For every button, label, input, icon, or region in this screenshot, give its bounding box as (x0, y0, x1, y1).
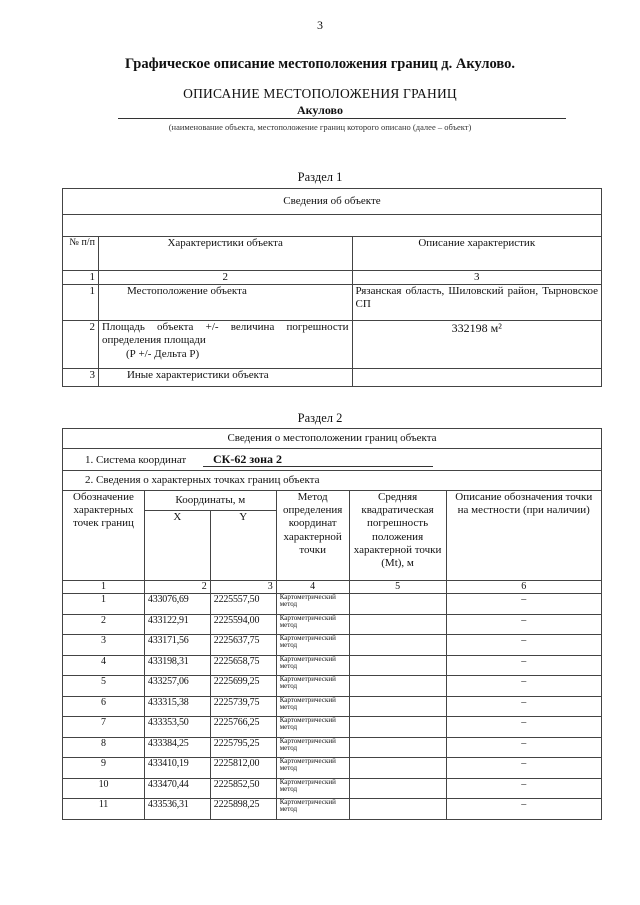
col-point-header: Обозначение характерных точек границ (63, 491, 145, 581)
row-number: 3 (63, 369, 99, 387)
point-method: Картометрический метод (276, 717, 349, 738)
point-x: 433257,06 (144, 676, 210, 697)
point-method: Картометрический метод (276, 635, 349, 656)
points-body (63, 594, 602, 820)
point-y: 2225898,25 (210, 799, 276, 820)
table-row (63, 778, 602, 799)
point-x: 433198,31 (144, 655, 210, 676)
point-y: 2225739,75 (210, 696, 276, 717)
index-cell: 2 (144, 581, 210, 594)
object-name-underline (118, 118, 566, 119)
point-x: 433315,38 (144, 696, 210, 717)
point-accuracy (349, 778, 446, 799)
col-coords-header: Координаты, м (144, 491, 276, 511)
row-description: Рязанская область, Шиловский район, Тырновское СП (352, 285, 601, 321)
point-accuracy (349, 655, 446, 676)
table-row (63, 655, 602, 676)
table-row (63, 799, 602, 820)
table-row (63, 321, 602, 369)
point-y: 2225557,50 (210, 594, 276, 615)
point-method: Картометрический метод (276, 696, 349, 717)
coordinate-system-label: 1. Система координат (85, 453, 187, 466)
index-cell: 2 (98, 271, 352, 285)
point-number: 6 (63, 696, 145, 717)
point-method: Картометрический метод (276, 655, 349, 676)
point-description: – (446, 676, 601, 697)
object-info-table (62, 188, 602, 387)
table-row (63, 758, 602, 779)
index-cell: 6 (446, 581, 601, 594)
section1-heading: Раздел 1 (297, 170, 343, 184)
row-characteristic: Местоположение объекта (98, 285, 352, 321)
row-number: 2 (63, 321, 99, 369)
point-y: 2225812,00 (210, 758, 276, 779)
section2-heading: Раздел 2 (297, 411, 343, 425)
col-x-header: X (144, 511, 210, 581)
section2-table-title: Сведения о местоположении границ объекта (63, 429, 602, 449)
point-method: Картометрический метод (276, 799, 349, 820)
col-y-header: Y (210, 511, 276, 581)
point-number: 1 (63, 594, 145, 615)
point-description: – (446, 594, 601, 615)
table-row (63, 614, 602, 635)
area-formula: (Р +/- Дельта Р) (125, 347, 200, 360)
point-y: 2225594,00 (210, 614, 276, 635)
index-cell: 4 (276, 581, 349, 594)
section1-table-title: Сведения об объекте (63, 189, 602, 215)
object-name-note: (наименование объекта, местоположение границ которого описано (далее – объект) (168, 122, 472, 132)
point-x: 433171,56 (144, 635, 210, 656)
point-number: 2 (63, 614, 145, 635)
point-accuracy (349, 737, 446, 758)
point-number: 5 (63, 676, 145, 697)
point-method: Картометрический метод (276, 676, 349, 697)
col-desc-header: Описание характеристик (352, 237, 601, 271)
object-name: Акулово (297, 103, 343, 117)
point-description: – (446, 655, 601, 676)
point-description: – (446, 635, 601, 656)
point-accuracy (349, 717, 446, 738)
point-y: 2225658,75 (210, 655, 276, 676)
point-x: 433353,50 (144, 717, 210, 738)
point-y: 2225637,75 (210, 635, 276, 656)
point-y: 2225699,25 (210, 676, 276, 697)
table-row (63, 737, 602, 758)
point-number: 3 (63, 635, 145, 656)
point-number: 8 (63, 737, 145, 758)
index-row (63, 581, 602, 594)
point-accuracy (349, 799, 446, 820)
row-characteristic (98, 321, 352, 369)
point-x: 433384,25 (144, 737, 210, 758)
point-x: 433536,31 (144, 799, 210, 820)
point-number: 7 (63, 717, 145, 738)
point-accuracy (349, 614, 446, 635)
point-accuracy (349, 635, 446, 656)
point-y: 2225795,25 (210, 737, 276, 758)
point-description: – (446, 614, 601, 635)
point-y: 2225852,50 (210, 778, 276, 799)
points-label-row: 2. Сведения о характерных точках границ объекта (63, 471, 602, 491)
point-accuracy (349, 676, 446, 697)
point-accuracy (349, 758, 446, 779)
point-description: – (446, 696, 601, 717)
col-method-header: Метод определения координат характерной точки (276, 491, 349, 581)
table-row (63, 717, 602, 738)
point-number: 11 (63, 799, 145, 820)
point-number: 9 (63, 758, 145, 779)
point-accuracy (349, 696, 446, 717)
point-number: 4 (63, 655, 145, 676)
point-x: 433076,69 (144, 594, 210, 615)
point-method: Картометрический метод (276, 614, 349, 635)
point-method: Картометрический метод (276, 758, 349, 779)
point-x: 433470,44 (144, 778, 210, 799)
point-accuracy (349, 594, 446, 615)
page-number: 3 (317, 18, 323, 32)
row-number: 1 (63, 285, 99, 321)
table-row (63, 696, 602, 717)
point-description: – (446, 778, 601, 799)
table-row (63, 635, 602, 656)
coordinate-system-row (63, 449, 602, 471)
row-description: 332198 м² (352, 321, 601, 369)
point-method: Картометрический метод (276, 737, 349, 758)
col-description-header: Описание обозначения точки на местности (при наличии) (446, 491, 601, 581)
boundary-points-table (62, 428, 602, 820)
point-method: Картометрический метод (276, 594, 349, 615)
point-description: – (446, 758, 601, 779)
table-row (63, 594, 602, 615)
index-cell: 3 (352, 271, 601, 285)
row-description (352, 369, 601, 387)
page-title: Графическое описание местоположения границ д. Акулово. (124, 56, 516, 72)
table-row (63, 285, 602, 321)
col-char-header: Характеристики объекта (98, 237, 352, 271)
point-method: Картометрический метод (276, 778, 349, 799)
point-description: – (446, 717, 601, 738)
point-y: 2225766,25 (210, 717, 276, 738)
point-description: – (446, 799, 601, 820)
index-cell: 5 (349, 581, 446, 594)
blank-row (63, 215, 602, 237)
index-cell: 1 (63, 271, 99, 285)
coordinate-system-value: СК-62 зона 2 (203, 452, 433, 467)
table-row (63, 676, 602, 697)
row-characteristic: Иные характеристики объекта (98, 369, 352, 387)
index-cell: 3 (210, 581, 276, 594)
col-num-header: № п/п (63, 237, 99, 271)
col-accuracy-header: Средняя квадратическая погрешность положения характерной точки (Mt), м (349, 491, 446, 581)
table-row (63, 369, 602, 387)
area-label: Площадь объекта +/- величина погрешности определения площади (101, 321, 349, 347)
index-cell: 1 (63, 581, 145, 594)
point-x: 433410,19 (144, 758, 210, 779)
document-subtitle: ОПИСАНИЕ МЕСТОПОЛОЖЕНИЯ ГРАНИЦ (183, 86, 457, 101)
point-x: 433122,91 (144, 614, 210, 635)
point-number: 10 (63, 778, 145, 799)
index-row (63, 271, 602, 285)
point-description: – (446, 737, 601, 758)
